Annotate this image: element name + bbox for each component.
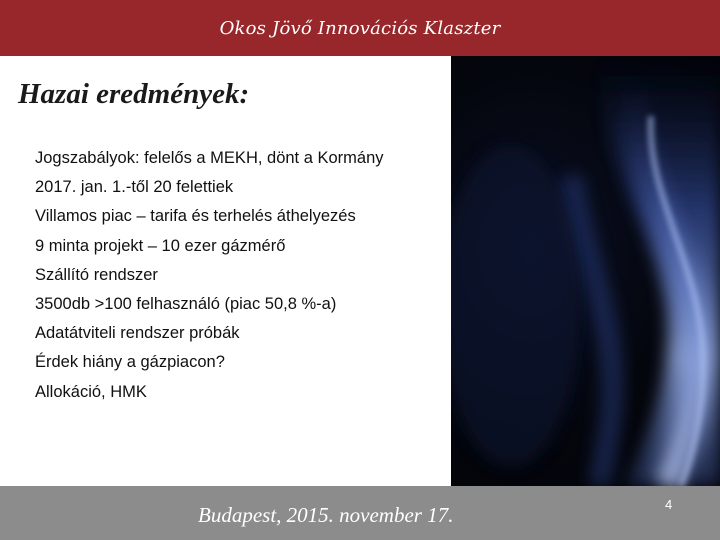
bullet-list [35, 141, 445, 404]
bullet-item: Érdek hiány a gázpiacon? [35, 353, 225, 372]
bullet-item: Allokáció, HMK [35, 382, 147, 401]
bullet-item: Villamos piac – tarifa és terhelés áthelyezés [35, 207, 356, 226]
bullet-item: Adatátviteli rendszer próbák [35, 324, 240, 343]
blue-gas-flame-image [451, 56, 720, 486]
page-number: 4 [665, 497, 673, 512]
bullet-item: 3500db >100 felhasználó (piac 50,8 %-a) [35, 294, 337, 313]
organization-title: Okos Jövő Innovációs Klaszter [219, 17, 501, 39]
header-bar [0, 0, 720, 56]
bullet-item: Jogszabályok: felelős a MEKH, dönt a Kormány [35, 149, 384, 167]
slide-title: Hazai eredmények: [18, 78, 250, 110]
footer-date: Budapest, 2015. november 17. [198, 503, 454, 527]
bullet-item: Szállító rendszer [35, 265, 158, 284]
bullet-item: 2017. jan. 1.-től 20 felettiek [35, 178, 234, 197]
footer-bar [0, 486, 720, 540]
bullet-item: 9 minta projekt – 10 ezer gázmérő [35, 236, 286, 255]
